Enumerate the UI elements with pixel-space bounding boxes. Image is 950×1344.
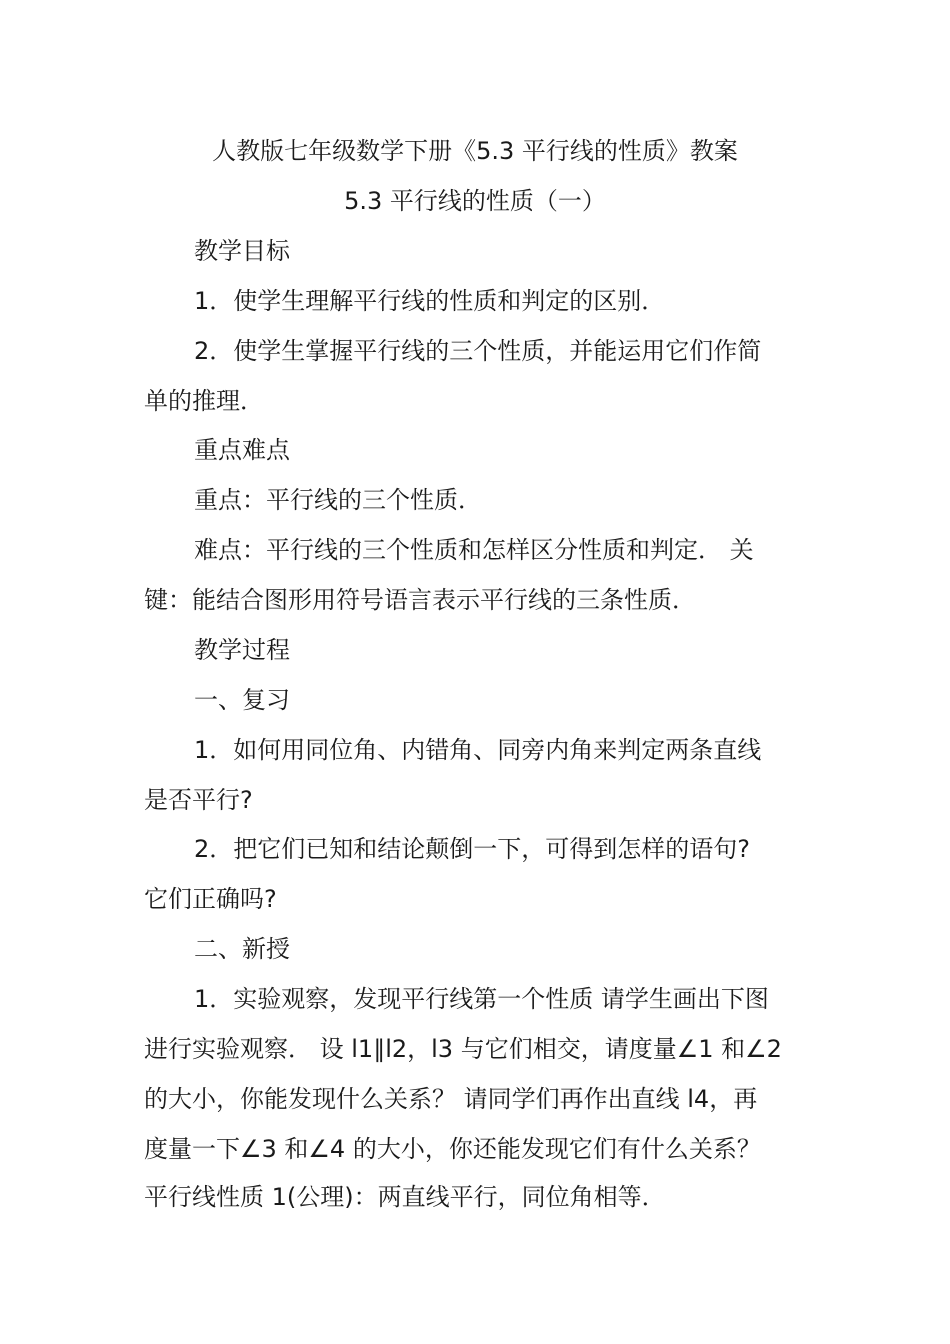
section-heading-objectives: 教学目标 bbox=[194, 237, 290, 265]
paragraph-line: 2．使学生掌握平行线的三个性质，并能运用它们作简 bbox=[194, 337, 762, 365]
paragraph-line: 键：能结合图形用符号语言表示平行线的三条性质． bbox=[144, 586, 696, 614]
paragraph-line: 1．使学生理解平行线的性质和判定的区别． bbox=[194, 287, 666, 315]
paragraph-line: 单的推理． bbox=[144, 387, 264, 415]
paragraph-line: 它们正确吗? bbox=[144, 885, 277, 913]
paragraph-line: 的大小，你能发现什么关系？ 请同学们再作出直线 l4，再 bbox=[144, 1085, 758, 1113]
section-heading-key-points: 重点难点 bbox=[194, 436, 290, 464]
section-heading-new-lesson: 二、新授 bbox=[194, 935, 290, 963]
document-title: 人教版七年级数学下册《5.3 平行线的性质》教案 bbox=[212, 137, 738, 165]
paragraph-line: 度量一下∠3 和∠4 的大小，你还能发现它们有什么关系？ bbox=[144, 1135, 761, 1163]
paragraph-line: 是否平行? bbox=[144, 786, 253, 814]
paragraph-line: 进行实验观察． 设 l1∥l2，l3 与它们相交，请度量∠1 和∠2 bbox=[144, 1035, 782, 1063]
document-subtitle: 5.3 平行线的性质（一） bbox=[344, 187, 606, 215]
paragraph-line: 2．把它们已知和结论颠倒一下，可得到怎样的语句? bbox=[194, 835, 751, 863]
paragraph-line: 1．实验观察，发现平行线第一个性质 请学生画出下图 bbox=[194, 985, 769, 1013]
paragraph-line: 平行线性质 1(公理)：两直线平行，同位角相等． bbox=[144, 1183, 666, 1211]
paragraph-line: 难点：平行线的三个性质和怎样区分性质和判定． 关 bbox=[194, 536, 754, 564]
section-heading-review: 一、复习 bbox=[194, 686, 290, 714]
section-heading-process: 教学过程 bbox=[194, 636, 290, 664]
paragraph-line: 1．如何用同位角、内错角、同旁内角来判定两条直线 bbox=[194, 736, 762, 764]
paragraph-line: 重点：平行线的三个性质． bbox=[194, 486, 482, 514]
